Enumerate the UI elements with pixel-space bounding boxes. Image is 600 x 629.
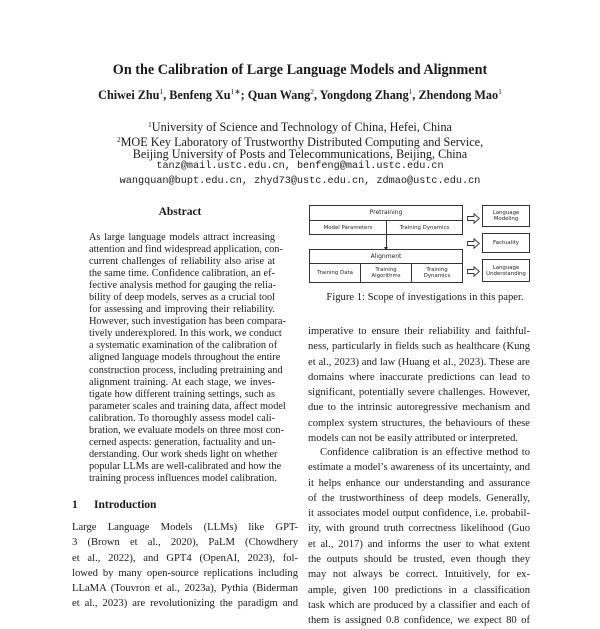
body-line: 3 (Brown et al., 2020), PaLM (Chowdhery	[72, 537, 298, 549]
body-line: them is assigned 0.8 confidence, we expect 80 of	[308, 615, 530, 627]
introduction-right-paragraph-2	[308, 445, 530, 629]
author-affil-sup: 1	[159, 87, 164, 96]
factuality-box: Factuality	[482, 233, 530, 253]
author-name: Benfeng Xu	[169, 88, 231, 102]
body-line: ample, given 100 predictions in a classification	[308, 584, 530, 596]
abstract-line: cerned aspects: generation, factuality and un-	[89, 436, 276, 448]
training-dynamics-pretraining-box: Training Dynamics	[386, 220, 463, 235]
abstract-line: As large language models attract increasing	[89, 232, 275, 243]
abstract-line: the same time. Confidence calibration, an ef-	[89, 268, 275, 280]
body-line: Confidence calibration is an effective method to	[320, 447, 530, 458]
figure-1-caption: Figure 1: Scope of investigations in this paper.	[326, 292, 524, 303]
author-separator: ,	[163, 88, 170, 102]
body-line: ity, with ground truth correctness likelihood (Guo	[308, 523, 530, 535]
abstract-line: fective analysis method for gauging the relia-	[89, 280, 276, 292]
body-line: et al., 2023) are revolutionizing the paradigm and	[72, 598, 298, 610]
body-line: task which are produced by a classifier and each of	[308, 599, 530, 611]
right-arrow-icon	[467, 238, 480, 249]
training-dynamics-alignment-box: Training Dynamics	[411, 263, 463, 283]
body-line: may not always be correct. Intuitively, for ex-	[308, 569, 530, 581]
language-modeling-box: Language Modeling	[482, 205, 530, 227]
author-affil-sup: 1∗	[230, 87, 241, 96]
author-affil-sup: 1	[408, 87, 413, 96]
abstract-line: a systematic examination of the calibration of	[89, 340, 278, 352]
body-line: the outputs should be trusted, even though they	[308, 554, 530, 566]
affil-text: University of Science and Technology of China, Hefei, China	[151, 120, 452, 134]
abstract-line: bration, we evaluate models on three most con-	[89, 424, 285, 436]
body-line: it associates model output confidence, i.e. probabil-	[308, 508, 530, 520]
abstract-line: tively underexplored. In this work, we conduct	[89, 328, 282, 340]
body-line: lowed by many open-source replications including	[72, 567, 298, 579]
arrow-down-icon	[386, 235, 387, 248]
author-affil-sup: 1	[498, 87, 502, 96]
abstract-line: training process influences model calibration.	[89, 472, 277, 484]
paper-title: On the Calibration of Large Language Models and Alignment	[112, 62, 488, 78]
abstract-line: calibration. To thoroughly assess model cali-	[89, 412, 275, 424]
body-line: of the trustworthiness of deep models. Generally,	[308, 492, 530, 504]
abstract-line: construction process, including pretraining and	[89, 364, 283, 376]
abstract-line: current challenges of reliability also arise at	[89, 256, 275, 268]
abstract-line: tigate how different training settings, such as	[89, 388, 275, 400]
introduction-left-paragraph	[72, 520, 298, 612]
author-affil-sup: 2	[310, 87, 314, 96]
body-line: due to the intrinsic autoregressive mechanism and	[308, 402, 530, 414]
body-line: et al., 2023) and law (Huang et al., 2023). These are	[308, 356, 530, 368]
author-separator: ,	[313, 88, 320, 102]
body-line: models can not be easily attributed or interpreted.	[308, 433, 519, 445]
alignment-box: Alignment	[309, 249, 463, 264]
abstract-line: parameter scales and training data, affect model	[89, 400, 286, 412]
body-line: Large Language Models (LLMs) like GPT-	[72, 522, 298, 533]
author-name: Zhendong Mao	[418, 88, 499, 102]
email-line-2: wangquan@bupt.edu.cn, zhyd73@ustc.edu.cn, zdmao@ustc.edu.cn	[119, 176, 481, 187]
right-arrow-icon	[467, 266, 480, 277]
body-line: domains where inaccurate predictions can lead to	[308, 371, 530, 383]
section-number: 1	[72, 499, 78, 511]
pretraining-box: Pretraining	[309, 205, 463, 221]
affil-sup: 1	[148, 120, 152, 129]
abstract-line: derstanding. Our work sheds light on whether	[89, 448, 278, 460]
abstract-line: alignment training. At each stage, we inves-	[89, 376, 275, 388]
body-line: imperative to ensure their reliability and faithful-	[308, 326, 530, 337]
body-line: it helps enhance our understanding and assurance	[308, 477, 530, 489]
training-data-box: Training Data	[309, 263, 361, 283]
model-parameters-box: Model Parameters	[309, 220, 387, 235]
abstract-line: attention and find widespread application, con-	[89, 244, 283, 256]
body-line: ness, particularly in fields such as healthcare (Kung	[308, 341, 530, 353]
author-name: Chiwei Zhu	[98, 88, 160, 102]
abstract-heading: Abstract	[158, 206, 202, 218]
body-line: significant, potentially severe challenges. However,	[308, 387, 530, 399]
author-list	[0, 87, 600, 103]
section-heading-introduction	[72, 499, 156, 511]
body-line: et al., 2017) and informs the user to what extent	[308, 538, 530, 550]
section-title-text: Introduction	[94, 499, 157, 511]
language-understanding-box: Language Understanding	[482, 259, 530, 282]
abstract-body	[89, 232, 286, 485]
abstract-line: However, such investigation has been compara-	[89, 316, 286, 328]
figure-1-diagram	[309, 205, 531, 283]
author-name: Yongdong Zhang	[319, 88, 409, 102]
abstract-line: bility of deep models, serves as a crucial tool	[89, 292, 275, 304]
author-separator: ;	[240, 88, 248, 102]
author-separator: ,	[412, 88, 419, 102]
author-name: Quan Wang	[247, 88, 311, 102]
body-line: et al., 2022), and GPT4 (OpenAI, 2023), fol-	[72, 552, 298, 564]
body-line: estimate a model’s awareness of its uncertainty, and	[308, 462, 530, 474]
email-line-1: tanz@mail.ustc.edu.cn, benfeng@mail.ustc.edu.cn	[156, 161, 444, 172]
affil-sup: 2	[116, 135, 121, 144]
introduction-right-paragraph-1	[308, 324, 530, 446]
body-line: complex system structures, the behaviours of these	[308, 417, 530, 429]
affiliation-2-line2: Beijing University of Posts and Telecommunications, Beijing, China	[132, 147, 468, 161]
right-arrow-icon	[467, 213, 480, 224]
abstract-line: for assessing and improving their reliability.	[89, 304, 275, 316]
affil-text: MOE Key Laboratory of Trustworthy Distributed Computing and Service,	[120, 135, 484, 149]
abstract-line: aligned language models throughout the entire	[89, 352, 281, 364]
body-line: LLaMA (Touvron et al., 2023a), Pythia (Biderman	[72, 583, 298, 595]
abstract-line: popular LLMs are well-calibrated and how the	[89, 460, 282, 472]
training-algorithms-box: Training Algorithms	[360, 263, 412, 283]
